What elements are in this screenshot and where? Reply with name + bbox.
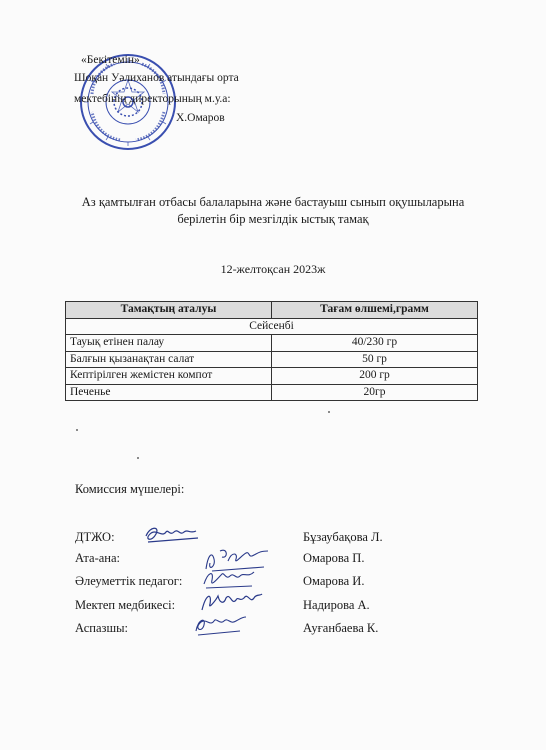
member-name: Бұзаубақова Л. <box>303 530 383 544</box>
weight-cell: 40/230 гр <box>272 335 478 352</box>
document-title <box>60 194 486 228</box>
menu-table <box>65 301 478 401</box>
table-row <box>66 351 478 368</box>
scan-speck <box>76 429 78 431</box>
member-row <box>75 598 495 616</box>
table-row-day <box>66 318 478 335</box>
member-row <box>75 621 495 639</box>
scan-speck <box>328 411 330 413</box>
member-role: Ата-ана: <box>75 551 120 565</box>
member-row <box>75 574 495 592</box>
member-role: Аспазшы: <box>75 621 128 635</box>
column-header-dish: Тамақтың аталуы <box>66 302 272 319</box>
director-title-line: мектебінің директорының м.у.а: <box>74 93 231 105</box>
commission-heading: Комиссия мүшелері: <box>75 482 185 496</box>
title-line-1: Аз қамтылған отбасы балаларына және бастауыш сынып оқушыларына <box>81 195 465 209</box>
approval-label: «Бекітемін» <box>81 54 140 66</box>
scan-speck <box>137 457 139 459</box>
weight-cell: 20гр <box>272 384 478 401</box>
title-line-2: берілетін бір мезгілдік ыстық тамақ <box>177 211 369 226</box>
director-name: Х.Омаров <box>176 112 225 124</box>
member-role: ДТЖО: <box>75 530 115 544</box>
member-role: Әлеуметтік педагог: <box>75 574 183 588</box>
member-name: Надирова А. <box>303 598 370 612</box>
weight-cell: 200 гр <box>272 368 478 385</box>
weight-cell: 50 гр <box>272 351 478 368</box>
table-row <box>66 368 478 385</box>
member-row <box>75 551 495 569</box>
day-cell: Сейсенбі <box>66 318 478 335</box>
dish-cell: Печенье <box>66 384 272 401</box>
dish-cell: Кептірілген жемістен компот <box>66 368 272 385</box>
member-name: Ауғанбаева К. <box>303 621 379 635</box>
table-header-row <box>66 302 478 319</box>
member-row <box>75 530 495 548</box>
dish-cell: Балғын қызанақтан салат <box>66 351 272 368</box>
member-name: Омарова И. <box>303 574 365 588</box>
document-date: 12-желтоқсан 2023ж <box>220 262 326 276</box>
table-row <box>66 384 478 401</box>
signature-cook <box>190 611 250 637</box>
member-role: Мектеп медбикесі: <box>75 598 176 612</box>
table-row <box>66 335 478 352</box>
member-name: Омарова П. <box>303 551 365 565</box>
dish-cell: Тауық етінен палау <box>66 335 272 352</box>
column-header-weight: Тағам өлшемі,грамм <box>272 302 478 319</box>
school-name-line: Шоқан Уәлиханов атындағы орта <box>74 72 239 84</box>
signature-dtzho <box>140 522 202 548</box>
